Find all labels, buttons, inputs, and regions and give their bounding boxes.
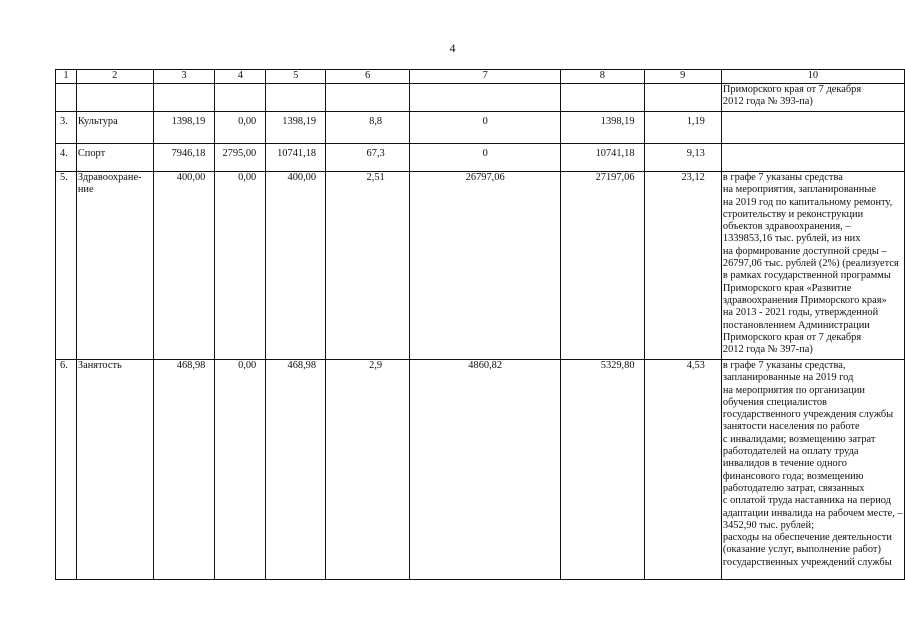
- cell-col4: 0,00: [215, 360, 266, 580]
- table-row: [56, 360, 905, 580]
- note-cell: в графе 7 указаны средства на мероприятия, запланированные на 2019 год по капитальному ремонту, строительству и реконструкции объектов здравоохранения, – 1339853,16 тыс. рублей, из них на формирование доступной среды – 26797,06 тыс. рублей (2%) (реализуется в рамках государственной программы Приморского края «Развитие здравоохранения Приморского края» на 2013 - 2021 годы, утвержденной постановлением Администрации Приморского края от 7 декабря 2012 года № 397-па): [721, 172, 904, 360]
- row-name: Культура: [76, 112, 153, 144]
- cell-col7: 4860,82: [410, 360, 561, 580]
- cell-col8: 1398,19: [561, 112, 644, 144]
- row-number: 6.: [56, 360, 77, 580]
- continuation-row: [56, 84, 905, 112]
- header-cell: 7: [410, 70, 561, 84]
- header-row: [56, 70, 905, 84]
- cell-col3: 7946,18: [153, 144, 215, 172]
- note-cell: в графе 7 указаны средства, запланированные на 2019 год на мероприятия по организации обучения специалистов государственного учреждения службы занятости населения по работе с инвалидами; возмещению затрат работодателей на оплату труда инвалидов в течение одного финансового года; возмещению работодателю затрат, связанных с оплатой труда наставника на период адаптации инвалида на рабочем месте, – 3452,90 тыс. рублей; расходы на обеспечение деятельности (оказание услуг, выполнение работ) государственных учреждений службы: [721, 360, 904, 580]
- header-cell: 2: [76, 70, 153, 84]
- row-number: 3.: [56, 112, 77, 144]
- cell-col4: 0,00: [215, 172, 266, 360]
- cell-col4: 0,00: [215, 112, 266, 144]
- note-cell: [721, 112, 904, 144]
- cell-col5: 400,00: [266, 172, 326, 360]
- cell-col3: 468,98: [153, 360, 215, 580]
- row-name: Занятость: [76, 360, 153, 580]
- cell-col7: 0: [410, 112, 561, 144]
- data-table: [55, 69, 905, 580]
- cell-col7: 0: [410, 144, 561, 172]
- cell-col9: 4,53: [644, 360, 721, 580]
- cell-col5: 468,98: [266, 360, 326, 580]
- table-row: [56, 172, 905, 360]
- page-number: 4: [449, 41, 456, 55]
- note-cell: [721, 144, 904, 172]
- row-name: Здравоохране- ние: [76, 172, 153, 360]
- cell-col6: 2,9: [326, 360, 410, 580]
- cell-col9: 23,12: [644, 172, 721, 360]
- cell-col7: 26797,06: [410, 172, 561, 360]
- cell-col8: 5329,80: [561, 360, 644, 580]
- header-cell: 1: [56, 70, 77, 84]
- cell-col9: 1,19: [644, 112, 721, 144]
- row-name: Спорт: [76, 144, 153, 172]
- header-cell: 4: [215, 70, 266, 84]
- note-cell: Приморского края от 7 декабря 2012 года № 393-па): [721, 84, 904, 112]
- cell-col3: 400,00: [153, 172, 215, 360]
- table-row: [56, 112, 905, 144]
- cell-col4: 2795,00: [215, 144, 266, 172]
- row-number: 4.: [56, 144, 77, 172]
- cell-col5: 10741,18: [266, 144, 326, 172]
- cell-col3: 1398,19: [153, 112, 215, 144]
- table-row: [56, 144, 905, 172]
- cell-col6: 2,51: [326, 172, 410, 360]
- row-number: 5.: [56, 172, 77, 360]
- cell-col8: 27197,06: [561, 172, 644, 360]
- cell-col5: 1398,19: [266, 112, 326, 144]
- cell-col6: 8,8: [326, 112, 410, 144]
- header-cell: 10: [721, 70, 904, 84]
- cell-col9: 9,13: [644, 144, 721, 172]
- header-cell: 8: [561, 70, 644, 84]
- cell-col6: 67,3: [326, 144, 410, 172]
- header-cell: 9: [644, 70, 721, 84]
- cell-col8: 10741,18: [561, 144, 644, 172]
- header-cell: 3: [153, 70, 215, 84]
- header-cell: 6: [326, 70, 410, 84]
- header-cell: 5: [266, 70, 326, 84]
